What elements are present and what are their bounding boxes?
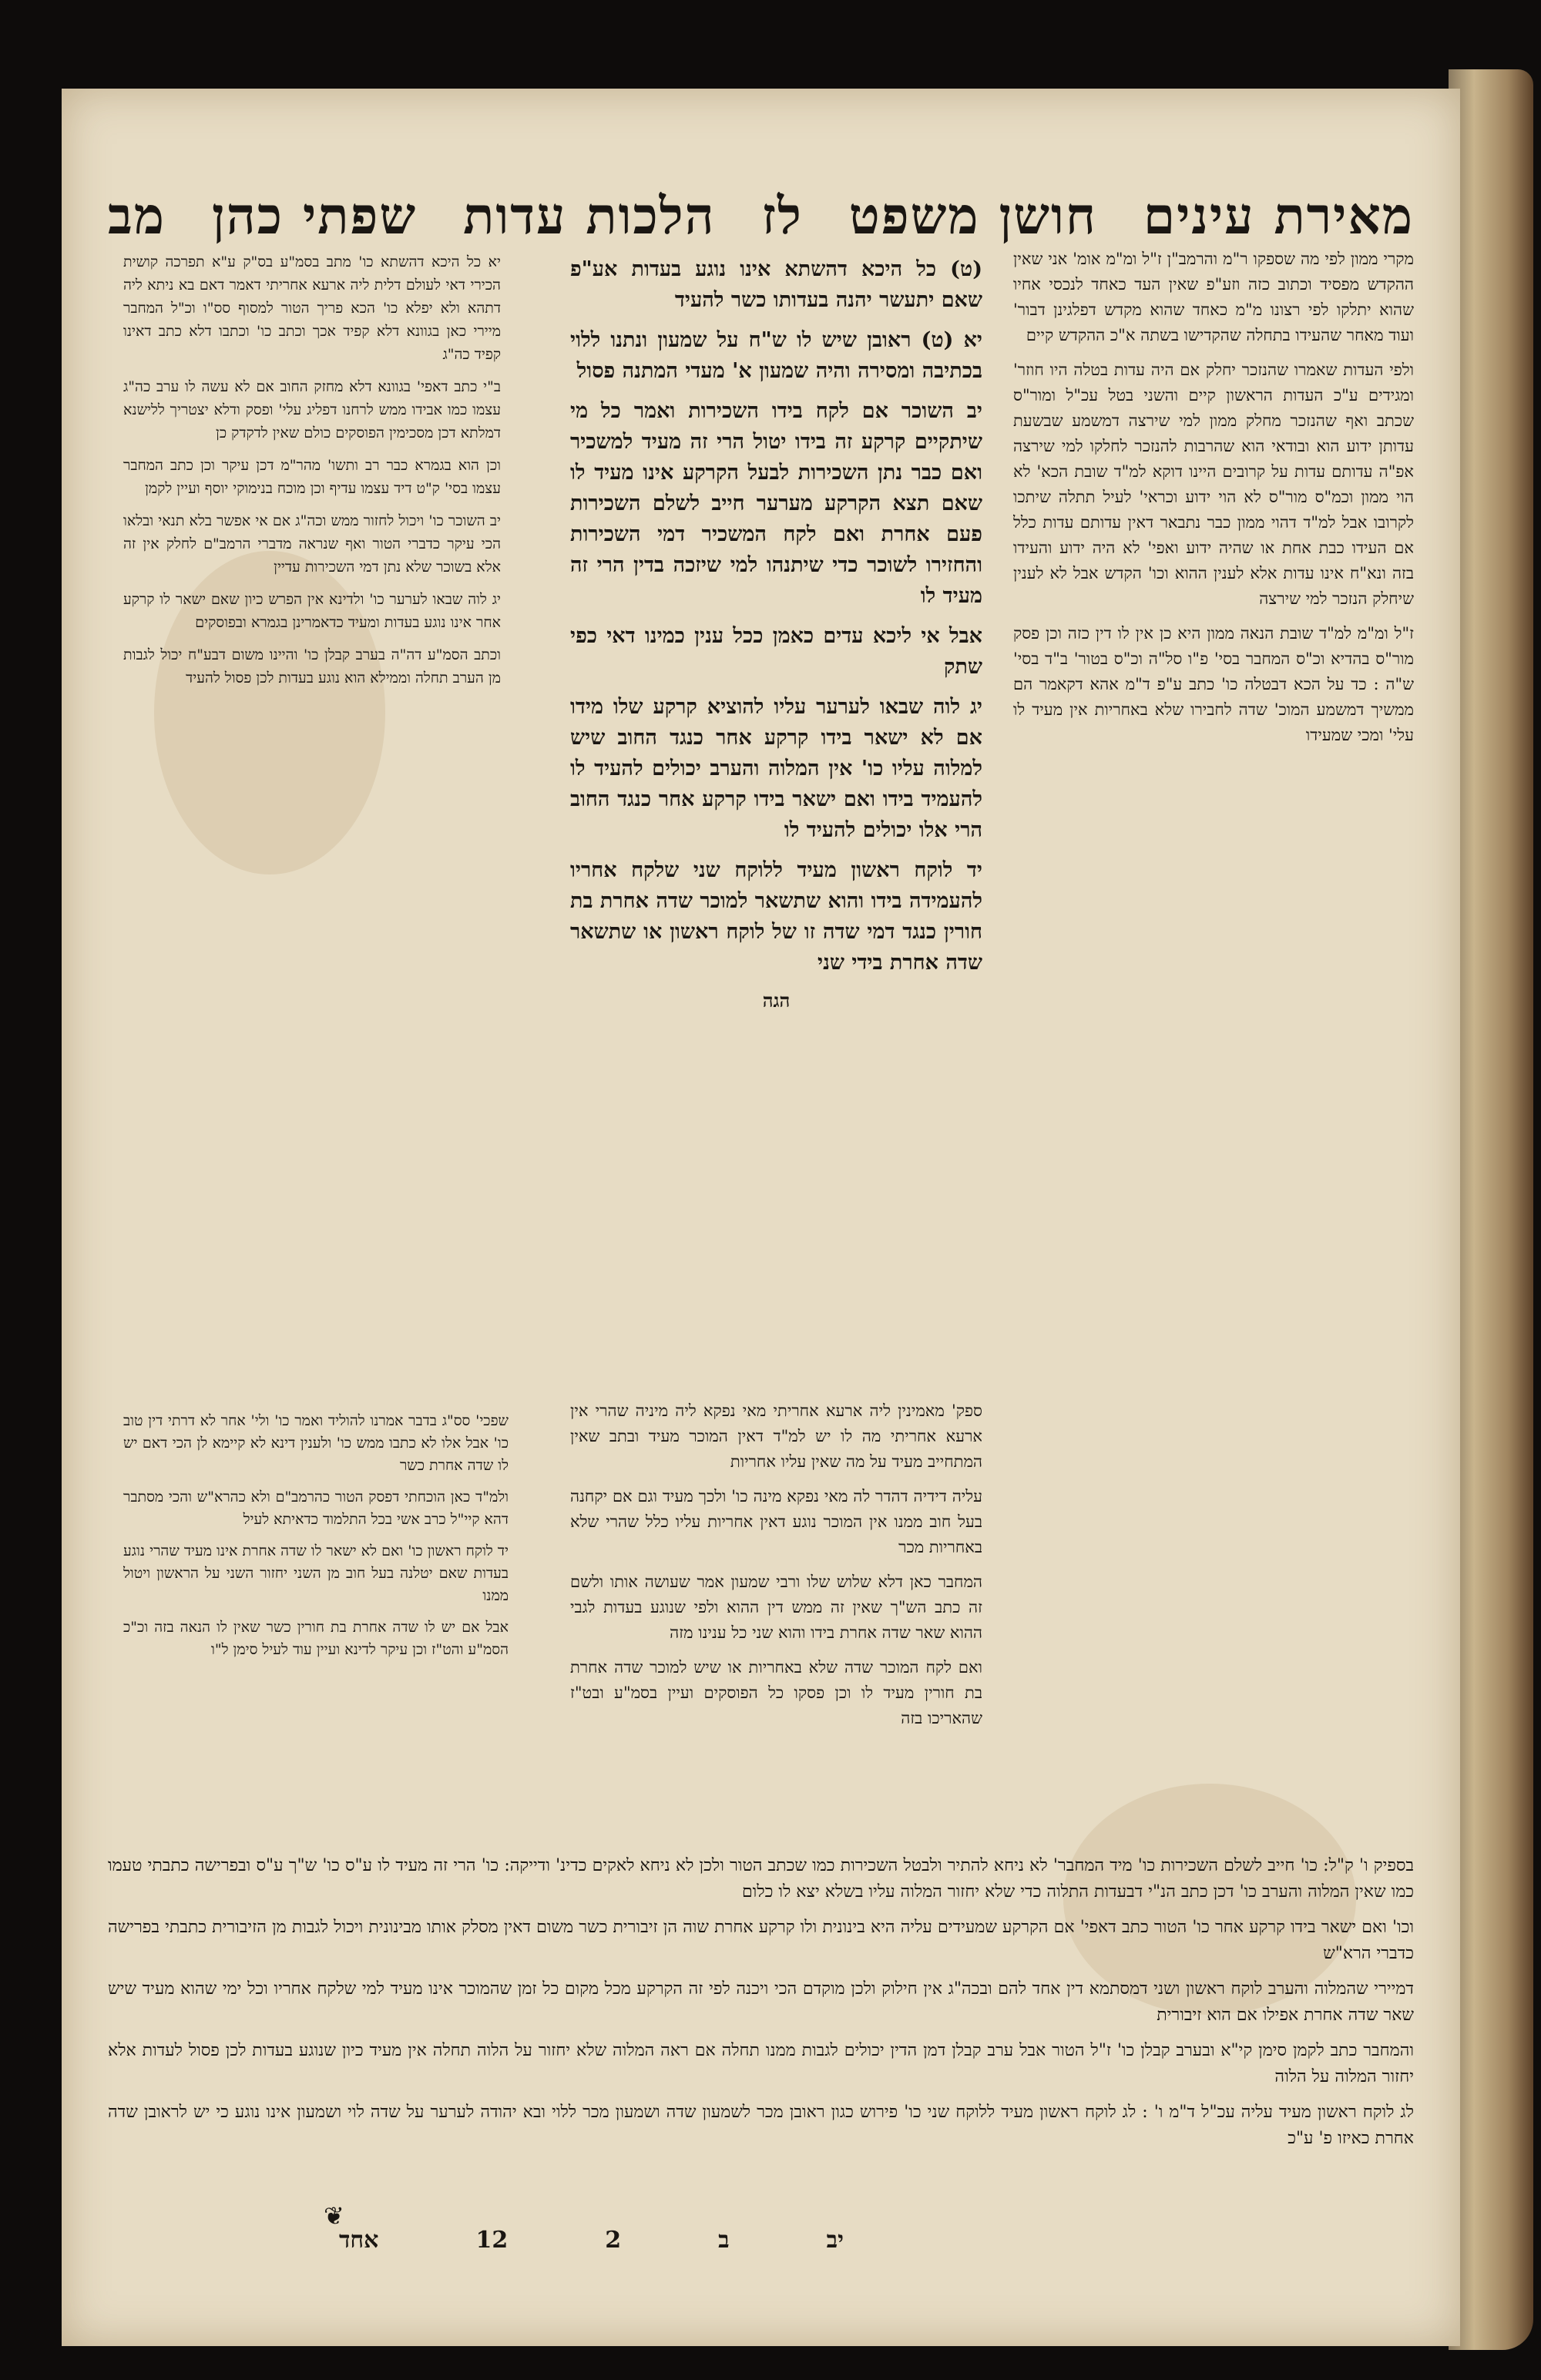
commentary-paragraph: ב"י כתב דאפי' בגוונא דלא מחזק החוב אם לא עשה לו ערב כה"ג עצמו כמו אבידו ממש לרחנו דפליג עלי' ופסק ודלא יצטריך ללישנא דמלתא דכן מסכימין הפוסקים כולם שאין לדקדק כן xyxy=(123,378,501,441)
next-leaf-edge xyxy=(1449,69,1533,2350)
signature-mark: ב xyxy=(718,2227,730,2254)
main-text-paragraph: יד לוקח ראשון מעיד ללוקח שני שלקח אחריו להעמידה בידו והוא שתשאר למוכר שדה אחרת בת חורין כנגד דמי שדה זו של לוקח ראשון או שתשאר שדה אחרת בידי שני xyxy=(570,858,982,975)
signature-mark: יב xyxy=(826,2227,844,2254)
main-text-paragraph: יג לוה שבאו לערער עליו להוציא קרקע שלו מידו אם לא ישאר בידו קרקע אחר כנגד החוב שיש למלוה עליו כו' אין המלוה והערב יכולים להעיד לו להעמיד בידו ואם ישאר בידו קרקע אחר כנגד החוב הרי אלו יכולים להעיד לו xyxy=(570,695,982,842)
commentary-paragraph: ז"ל ומ"מ למ"ד שובת הנאה ממון היא כן אין לו דין כזה וכן פסק מור"ס בהדיא וכ"ס המחבר בסי' פ"ו סל"ה וכ"ס בטור' ב"ד בסי' ש"ה : כד על הכא דבטלה כו' כתב ע"פ ד"מ אהא דקאמר הם ממשיך דמשמע המוכ' שדה לחבירו שלא באחריות אין מעיד לו עלי' ומכי שמעידו xyxy=(1013,624,1414,744)
header-title-1: מאירת עינים xyxy=(1143,185,1414,246)
commentary-paragraph: וכתב הסמ"ע דה"ה בערב קבלן כו' והיינו משום דבע"ח יכול לגבות מן הערב תחלה וממילא הוא נוגע בעדות לכן פסול להעיד xyxy=(123,646,501,686)
running-header xyxy=(108,185,1414,247)
commentary-paragraph: בספיק ו' ק"ל: כו' חייב לשלם השכירות כו' מיד המחבר' לא ניחא להתיר ולבטל השכירות כמו שכתב הטור ולכן לא ניחא לאקים כדינ' ודייקה: כו' הרי זה מעיד לו ע"ס כו' ש"ך ע"ס ובפרישה כתבתי טעמו כמו שאין המלוה והערב כו' דכן כתב הנ"י דבעדות התלוה כדי שלא יחזור המלוה עליו בשלא יצא לו כלום xyxy=(108,1856,1414,1902)
commentary-paragraph: והמחבר כתב לקמן סימן קי"א ובערב קבלן כו' ז"ל הטור אבל ערב קבלן דמן הדין יכולים לגבות ממנו תחלה אם ראה המלוה שלא יחזור על הלוה תחלה אין מעיד כיון שנוגע בעדות לכן פסול לעדות אלא יחזור המלוה על הלוה xyxy=(108,2041,1414,2086)
main-text-paragraph: יא (ט) ראובן שיש לו ש"ח על שמעון ונתנו ללוי בכתיבה ומסירה והיה שמעון א' מעדי המתנה פסול xyxy=(570,328,982,383)
commentary-paragraph: ולפי העדות שאמרו שהנזכר יחלק אם היה עדות בטלה היו חוזר' ומגידים ע"כ העדות הראשון קיים והשני בטל עכ"ל ומור"ס שכתב ואף שהנזכר מחלק ממון למי שירצה דמשמע שבשעת עדותן ידוע הוא ובודאי הוא שהרבות להנזכר לחלקו למי שירצה אפ"ה עדותם עדות על קרובים היינו דוקא למ"ד שובת הכא' לא הוי ממון וכמ"ס מור"ס לא הוי ידוע וכראי' לעיל תתלה שיתכו לקרובו אבל למ"ד דהוי ממון כבר נתבאר דאין עדותם עדות כלל אם העידו כבת אחת או שהיה ידוע ואפי' לא היה ידוע והעידו בזה ונא"ח אינו עדות אלא לענין ההוא וכו' הקדש אבל לא לענין שיחלק הנזכר למי שירצה xyxy=(1013,361,1414,608)
commentary-paragraph: וכו' ואם ישאר בידו קרקע אחר כו' הטור כתב דאפי' אם הקרקע שמעידים עליה היא בינונית ולו קרקע אחרת שוה הן זיבורית כשר משום דאין מסלק אותו מבינונית ויכול לגבות מן הזיבורית כתבתי בפרישה כדברי הרא"ש xyxy=(108,1918,1414,1963)
commentary-paragraph: וכן הוא בגמרא כבר רב ותשו' מהר"מ דכן עיקר וכן כתב המחבר עצמו בסי' ק"ט דיד עצמו עדיף וכן מוכח בנימוקי יוסף ועיין לקמן xyxy=(123,457,501,497)
header-title-2: חושן משפט xyxy=(848,185,1097,246)
main-text-paragraph: יב השוכר אם לקח בידו השכירות ואמר כל מי שיתקיים קרקע זה בידו יטול הרי זה מעיד למשכיר ואם כבר נתן השכירות לבעל הקרקע אינו מעיד לו שאם תצא הקרקע מערער חייב לשלם השכירות פעם אחרת ואם לקח המשכיר דמי השכירות והחזירו לשוכר כדי שיתנהו למי שיזכה בדין הרי זה מעיד לו xyxy=(570,399,982,608)
main-text-paragraph: (ט) כל היכא דהשתא אינו נוגע בעדות אע"פ שאם יתעשר יהנה בעדותו כשר להעיד xyxy=(570,257,982,312)
fleuron-ornament: ❦ xyxy=(324,2201,344,2231)
book-page xyxy=(62,89,1460,2346)
commentary-paragraph: מקרי ממון לפי מה שספקו ר"מ והרמב"ן ז"ל ומ"מ אומ' אני שאין ההקדש מפסיד וכתוב כזה וזע"פ שאין העד כאחד לנכסי אחיו שהוא יתלקו לפי רצונו מ"מ כאחד שהוא מקדש דפלגינן דבור' ועוד מאחר שהעידו בתחלה שהקדישו בשתה א"כ ההקדש קיים xyxy=(1013,250,1414,344)
commentary-paragraph: עליה דידיה דהדר לה מאי נפקא מינה כו' ולכך מעיד וגם אם יקחנה בעל חוב ממנו אין המוכר נוגע דאין אחריות עליו כלל שהרי שלא באחריות מכר xyxy=(570,1487,982,1556)
main-text-paragraph: אבל אי ליכא עדים כאמן ככל ענין כמינו דאי כפי שתק xyxy=(570,624,982,679)
commentary-paragraph: יא כל היכא דהשתא כו' מתב בסמ"ע בס"ק ע"א תפרכה קושית הכירי דאי לעולם דלית ליה ארעא אחריתי דאמר דאם בא ניתא ליה דתהא ולא יפלא כו' הכא פריך הטור למסוף סס"ו וכ"ל המחבר מיירי כאן בגוונא דלא קפיד אכך וכתב כו' וכתבו דלא כתב דאינו קפיד כה"ג xyxy=(123,253,501,363)
catchword: אחד xyxy=(339,2227,379,2254)
commentary-paragraph: דמיירי שהמלוה והערב לוקח ראשון ושני דמסתמא דין אחד להם ובכה"ג אין חילוק ולכן מוקדם הכי ויכנה לפי זה הקרקע מכל מקום כל זמן שהמוכר אינו מעיד למי שלקח אחריו וכל ימי שהוא מעיד שיש שאר שדה אחרת אפילו אם הוא זיבורית xyxy=(108,1979,1414,2025)
catchline xyxy=(339,2227,844,2254)
commentary-paragraph: שפכי' סס"ג בדבר אמרנו להוליד ואמר כו' ולי' אחר לא דרתי דין טוב כו' אבל אלו לא כתבו ממש כו' ולענין דינא לא קיימא לן הכי דאם יש לו שדה אחרת כשר xyxy=(123,1412,509,1474)
header-folio: מב xyxy=(108,185,166,246)
signature-mark: 12 xyxy=(475,2227,509,2254)
signature-mark: 2 xyxy=(605,2227,622,2254)
commentary-paragraph: יג לוה שבאו לערער כו' ולדינא אין הפרש כיון שאם ישאר לו קרקע אחר אינו נוגע בעדות ומעיד כדאמרינן בגמרא ובפוסקים xyxy=(123,591,501,631)
commentary-paragraph: ואם לקח המוכר שדה שלא באחריות או שיש למוכר שדה אחרת בת חורין מעיד לו וכן פסקו כל הפוסקים ועיין בסמ"ע ובט"ז שהאריכו בזה xyxy=(570,1658,982,1727)
commentary-paragraph: ספק' מאמינין ליה ארעא אחריתי מאי נפקא ליה מיניה שהרי אין ארעא אחריתי מה לו יש למ"ד דאין המוכר מעיד ובתב שאין המתחייב מעיד על מה שאין עליו אחריות xyxy=(570,1401,982,1471)
shach-column xyxy=(123,250,501,1406)
commentary-paragraph: לג לוקח ראשון מעיד עליה עכ"ל ד"מ ו' : לג לוקח ראשון מעיד ללוקח שני כו' פירוש כגון ראובן מכר לשמעון שדה ושמעון מכר ללוי ובא יהודה לערער על שדה לוי ושמעון אינו נוגע כי יש לראובן שדה אחרת כאיזו פ' ע"כ xyxy=(108,2103,1414,2148)
main-text-column xyxy=(570,254,982,1387)
header-title-3: הלכות עדות xyxy=(463,185,716,246)
meirat-einayim-column xyxy=(1013,247,1414,1510)
commentary-paragraph: יד לוקח ראשון כו' ואם לא ישאר לו שדה אחרת אינו מעיד שהרי נוגע בעדות שאם יטלנה בעל חוב מן השני יחזור השני על הראשון ויטול ממנו xyxy=(123,1542,509,1604)
hagah-heading: הגה xyxy=(762,989,791,1012)
commentary-paragraph: ולמ"ד כאן הוכחתי דפסק הטור כהרמב"ם ולא כהרא"ש והכי מסתבר דהא קיי"ל כרב אשי בכל התלמוד כדאיתא לעיל xyxy=(123,1489,509,1528)
commentary-paragraph: יב השוכר כו' ויכול לחזור ממש וכה"ג אם אי אפשר בלא תנאי ובלאו הכי עיקר כדברי הטור ואף שנראה מדברי הרמב"ם לחלק אין זה אלא בשוכר שלא נתן דמי השכירות עדיין xyxy=(123,512,501,576)
header-title-4: שפתי כהן xyxy=(211,185,418,246)
lower-left-commentary xyxy=(123,1410,509,1841)
commentary-paragraph: אבל אם יש לו שדה אחרת בת חורין כשר שאין לו הנאה בזה וכ"כ הסמ"ע והט"ז וכן עיקר לדינא ועיין עוד לעיל סימן ל"ו xyxy=(123,1619,509,1658)
header-page-number: לז xyxy=(761,185,803,246)
commentary-paragraph: המחבר כאן דלא שלוש שלו ורבי שמעון אמר שעושה אותו ולשם זה כתב הש"ך שאין זה ממש דין ההוא ולפי שנוגע בעדות לגבי ההוא שאר שדה אחרת בידו והוא שני כל ענינו מזה xyxy=(570,1573,982,1642)
lower-middle-commentary xyxy=(570,1398,982,1845)
bottom-commentary xyxy=(108,1853,1414,2177)
